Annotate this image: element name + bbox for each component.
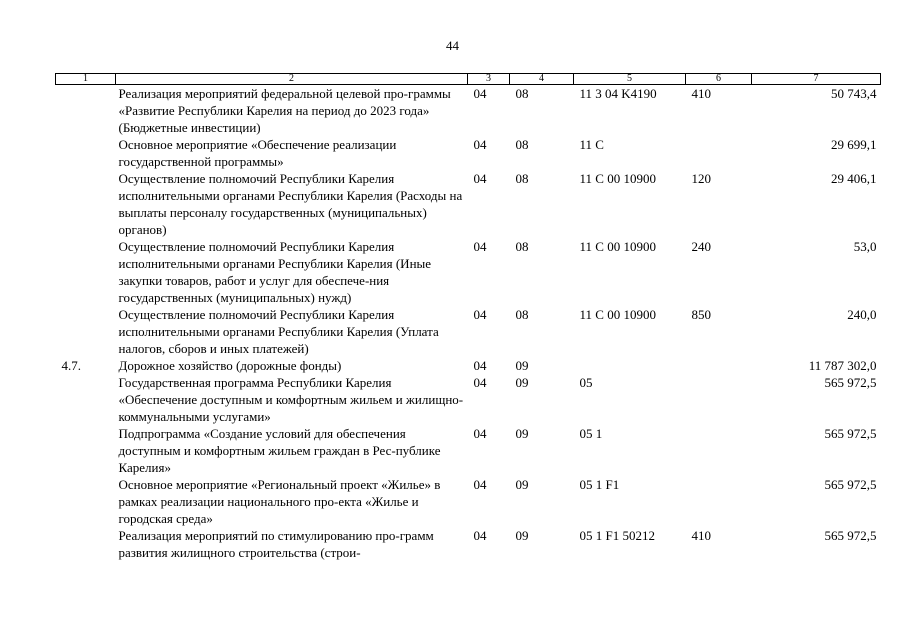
row-subsection: 09 [515, 528, 529, 543]
row-amount: 565 972,5 [824, 375, 877, 390]
row-subsection: 09 [515, 375, 529, 390]
row-index [56, 170, 116, 238]
row-expense-type: 410 [691, 528, 711, 543]
table-row [56, 357, 881, 374]
header-row [56, 74, 881, 85]
row-section: 04 [473, 358, 487, 373]
row-target-article: 05 [579, 375, 593, 390]
row-section: 04 [473, 528, 487, 543]
row-name: Реализация мероприятий федеральной целевой про-граммы «Развитие Республики Карелия на период до 2023 года» (Бюджетные инвестиции) [118, 86, 451, 135]
row-index [56, 527, 116, 561]
table-row [56, 85, 881, 137]
table-row [56, 170, 881, 238]
row-amount: 11 787 302,0 [808, 358, 877, 373]
row-amount: 29 699,1 [831, 137, 877, 152]
table-row [56, 238, 881, 306]
table-row [56, 527, 881, 561]
table-row [56, 476, 881, 527]
budget-table [55, 73, 881, 561]
row-section: 04 [473, 307, 487, 322]
row-expense-type [686, 374, 752, 425]
row-index [56, 425, 116, 476]
row-section: 04 [473, 86, 487, 101]
row-target-article: 11 3 04 K4190 [579, 86, 657, 101]
row-section: 04 [473, 477, 487, 492]
row-index [56, 476, 116, 527]
row-expense-type: 120 [691, 171, 711, 186]
row-target-article: 11 С 00 10900 [579, 239, 656, 254]
column-header-1: 1 [56, 74, 116, 85]
column-header-5: 5 [574, 74, 686, 85]
row-name: Реализация мероприятий по стимулированию про-грамм развития жилищного строительства (строи- [118, 528, 434, 560]
row-amount: 29 406,1 [831, 171, 877, 186]
row-subsection: 09 [515, 358, 529, 373]
row-expense-type [686, 425, 752, 476]
row-target-article: 11 С 00 10900 [579, 171, 656, 186]
row-section: 04 [473, 426, 487, 441]
row-index [56, 306, 116, 357]
row-index [56, 85, 116, 137]
row-expense-type [686, 136, 752, 170]
table-body [56, 85, 881, 562]
row-index [56, 136, 116, 170]
row-target-article: 05 1 F1 [579, 477, 620, 492]
column-header-6: 6 [686, 74, 752, 85]
row-subsection: 08 [515, 171, 529, 186]
row-amount: 565 972,5 [824, 528, 877, 543]
row-amount: 565 972,5 [824, 477, 877, 492]
column-header-3: 3 [468, 74, 510, 85]
row-subsection: 08 [515, 137, 529, 152]
table-header [56, 74, 881, 85]
row-amount: 53,0 [853, 239, 877, 254]
row-name: Основное мероприятие «Обеспечение реализации государственной программы» [118, 137, 397, 169]
row-target-article: 11 С 00 10900 [579, 307, 656, 322]
row-target-article: 11 С [579, 137, 604, 152]
row-name: Государственная программа Республики Карелия «Обеспечение доступным и комфортным жильем и жилищно-коммунальными услугами» [118, 375, 464, 424]
row-target-article: 05 1 F1 50212 [579, 528, 655, 543]
page-number: 44 [446, 38, 459, 53]
table-row [56, 425, 881, 476]
table-row [56, 306, 881, 357]
row-subsection: 08 [515, 86, 529, 101]
row-subsection: 08 [515, 307, 529, 322]
row-expense-type: 850 [691, 307, 711, 322]
row-expense-type [686, 476, 752, 527]
row-index: 4.7. [61, 358, 81, 373]
row-section: 04 [473, 137, 487, 152]
row-subsection: 09 [515, 426, 529, 441]
row-subsection: 08 [515, 239, 529, 254]
row-name: Основное мероприятие «Региональный проект «Жилье» в рамках реализации национального про-екта «Жилье и городская среда» [118, 477, 441, 526]
table-row [56, 136, 881, 170]
row-index [56, 374, 116, 425]
row-amount: 50 743,4 [831, 86, 877, 101]
row-section: 04 [473, 375, 487, 390]
row-name: Осуществление полномочий Республики Карелия исполнительными органами Республики Карелия (Иные закупки товаров, работ и услуг для обеспече-ния государственных (муниципальных) нужд) [118, 239, 432, 305]
row-section: 04 [473, 171, 487, 186]
column-header-2: 2 [116, 74, 468, 85]
row-amount: 240,0 [847, 307, 877, 322]
table-row [56, 374, 881, 425]
row-target-article [574, 357, 686, 374]
row-name: Дорожное хозяйство (дорожные фонды) [118, 358, 342, 373]
row-name: Осуществление полномочий Республики Карелия исполнительными органами Республики Карелия (Расходы на выплаты персоналу государственных (муниципальных) органов) [118, 171, 463, 237]
row-amount: 565 972,5 [824, 426, 877, 441]
row-target-article: 05 1 [579, 426, 603, 441]
row-index [56, 238, 116, 306]
row-expense-type [686, 357, 752, 374]
row-expense-type: 410 [691, 86, 711, 101]
row-expense-type: 240 [691, 239, 711, 254]
row-name: Подпрограмма «Создание условий для обеспечения доступным и комфортным жильем граждан в Рес-публике Карелия» [118, 426, 441, 475]
row-subsection: 09 [515, 477, 529, 492]
column-header-7: 7 [752, 74, 881, 85]
column-header-4: 4 [510, 74, 574, 85]
row-section: 04 [473, 239, 487, 254]
row-name: Осуществление полномочий Республики Карелия исполнительными органами Республики Карелия (Уплата налогов, сборов и иных платежей) [118, 307, 439, 356]
